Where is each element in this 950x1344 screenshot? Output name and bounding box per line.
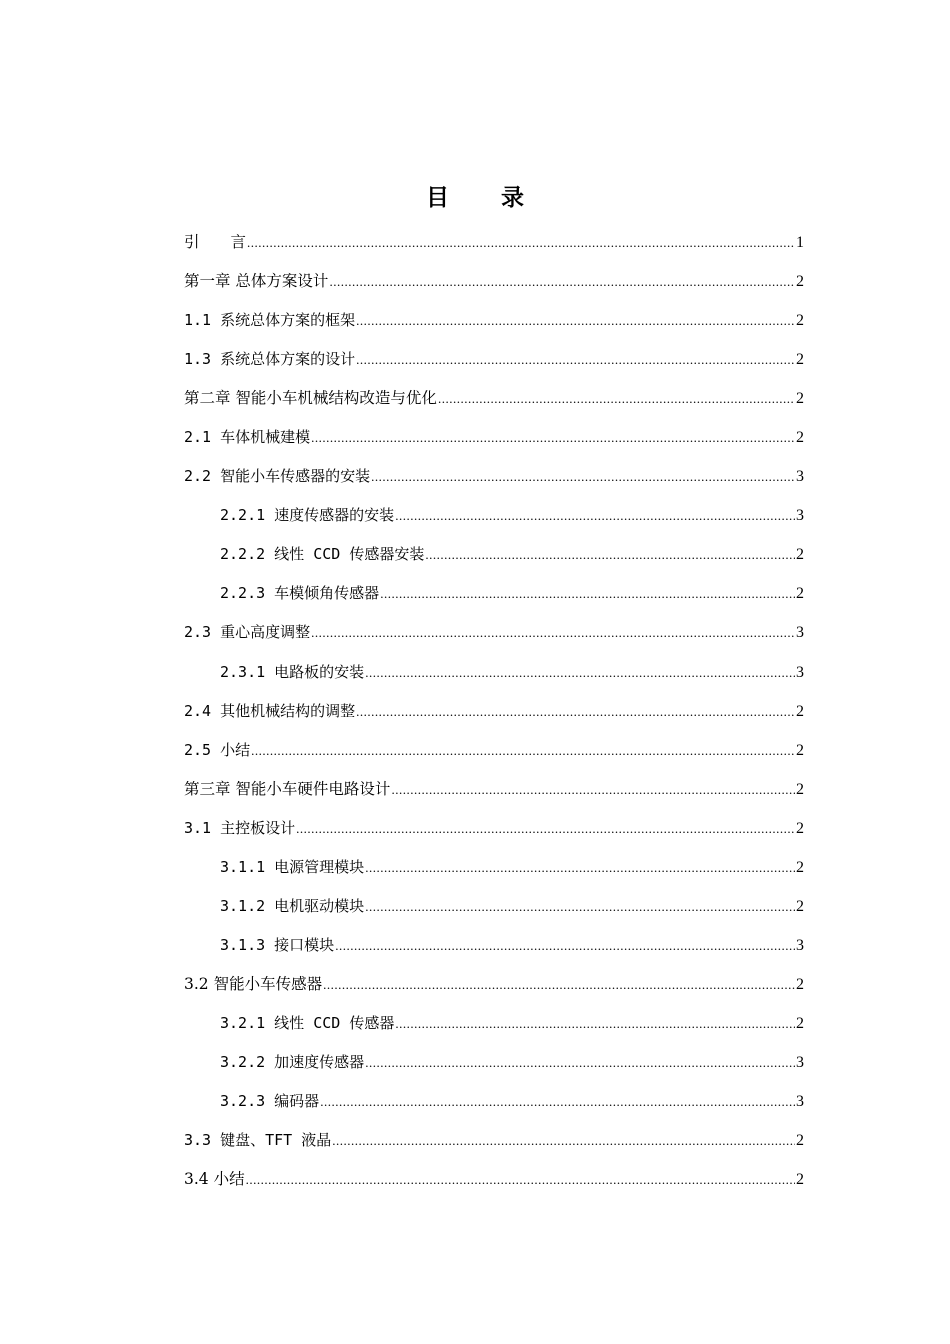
toc-entry-title: 2.2.2 线性 CCD 传感器安装 (220, 545, 425, 564)
toc-page-number: 2 (796, 897, 804, 915)
toc-entry[interactable] (184, 1007, 804, 1046)
toc-entry[interactable] (184, 538, 804, 577)
toc-entry[interactable] (184, 343, 804, 382)
toc-page-number: 2 (796, 390, 804, 408)
toc-page-number: 2 (796, 1132, 804, 1150)
toc-entry-title: 第一章 总体方案设计 (184, 272, 329, 291)
toc-entry[interactable] (184, 929, 804, 968)
toc-entry[interactable] (184, 851, 804, 890)
toc-entry-title: 2.2.1 速度传感器的安装 (220, 506, 395, 525)
toc-entry-title: 1.3 系统总体方案的设计 (184, 350, 356, 369)
toc-entry-title: 3.1.3 接口模块 (220, 935, 335, 954)
toc-page-number: 3 (796, 1093, 804, 1111)
dot-leader (395, 1008, 795, 1040)
toc-entry[interactable] (184, 499, 804, 538)
dot-leader (356, 344, 795, 376)
toc-entry[interactable] (184, 890, 804, 929)
toc-page-number: 2 (796, 429, 804, 447)
toc-page-number: 2 (796, 858, 804, 876)
toc-page-number: 2 (796, 975, 804, 993)
toc-entry[interactable] (184, 616, 804, 655)
toc-entry-title: 2.2.3 车模倾角传感器 (220, 584, 380, 603)
dot-leader (391, 774, 795, 806)
toc-entry-title: 2.5 小结 (184, 740, 251, 759)
toc-entry-title: 3.1 主控板设计 (184, 818, 296, 837)
dot-leader (365, 1047, 795, 1079)
toc-entry[interactable] (184, 577, 804, 616)
toc-page-number: 3 (796, 468, 804, 486)
toc-entry-title: 2.3.1 电路板的安装 (220, 662, 365, 681)
toc-page-number: 2 (796, 546, 804, 564)
dot-leader (311, 422, 795, 454)
dot-leader (371, 461, 795, 493)
dot-leader (311, 617, 795, 649)
toc-entry[interactable] (184, 734, 804, 773)
toc-entry[interactable] (184, 1085, 804, 1124)
toc-entry[interactable] (184, 656, 804, 695)
toc-entry[interactable] (184, 812, 804, 851)
toc-page-number: 3 (796, 507, 804, 525)
toc-entry[interactable] (184, 968, 804, 1007)
dot-leader (329, 266, 795, 298)
dot-leader (425, 539, 795, 571)
toc-entry[interactable] (184, 1046, 804, 1085)
toc-entry[interactable] (184, 421, 804, 460)
toc-list (184, 226, 804, 1202)
dot-leader (365, 891, 795, 923)
toc-entry[interactable] (184, 695, 804, 734)
dot-leader (335, 930, 795, 962)
toc-page-number: 2 (796, 1014, 804, 1032)
toc-page-number: 3 (796, 936, 804, 954)
toc-page-number: 2 (796, 819, 804, 837)
toc-entry-title: 3.2.3 编码器 (220, 1092, 320, 1111)
toc-entry-title: 3.1.1 电源管理模块 (220, 857, 365, 876)
dot-leader (323, 969, 795, 1001)
dot-leader (246, 1164, 795, 1196)
toc-entry[interactable] (184, 1163, 804, 1202)
toc-entry-title: 2.3 重心高度调整 (184, 623, 311, 642)
toc-entry[interactable] (184, 226, 804, 265)
toc-page-number: 2 (796, 312, 804, 330)
toc-entry[interactable] (184, 460, 804, 499)
dot-leader (320, 1086, 795, 1118)
toc-entry[interactable] (184, 1124, 804, 1163)
toc-entry-title: 2.4 其他机械结构的调整 (184, 701, 356, 720)
toc-page-number: 2 (796, 702, 804, 720)
toc-entry-title: 2.2 智能小车传感器的安装 (184, 467, 371, 486)
dot-leader (380, 578, 795, 610)
toc-page-number: 1 (796, 234, 804, 251)
toc-entry[interactable] (184, 304, 804, 343)
dot-leader (251, 735, 795, 767)
toc-page-number: 2 (796, 273, 804, 291)
dot-leader (365, 852, 795, 884)
toc-title: 目 录 (425, 185, 546, 211)
dot-leader (332, 1125, 795, 1157)
toc-entry-title: 第二章 智能小车机械结构改造与优化 (184, 389, 437, 408)
toc-entry-title: 1.1 系统总体方案的框架 (184, 311, 356, 330)
toc-entry-title: 3.2.1 线性 CCD 传感器 (220, 1013, 395, 1032)
toc-page-number: 3 (796, 663, 804, 681)
dot-leader (438, 383, 795, 415)
toc-page-number: 2 (796, 741, 804, 759)
toc-entry-title: 3.1.2 电机驱动模块 (220, 896, 365, 915)
toc-page-number: 2 (796, 585, 804, 603)
dot-leader (356, 696, 795, 728)
dot-leader (395, 500, 795, 532)
toc-entry[interactable] (184, 773, 804, 812)
dot-leader (296, 813, 795, 845)
toc-page-number: 2 (796, 1171, 804, 1189)
toc-entry[interactable] (184, 382, 804, 421)
toc-entry-title: 第三章 智能小车硬件电路设计 (184, 779, 391, 798)
toc-entry[interactable] (184, 265, 804, 304)
toc-page-number: 3 (796, 624, 804, 642)
dot-leader (365, 657, 795, 689)
toc-entry-title: 3.2 智能小车传感器 (184, 974, 323, 993)
toc-entry-title: 2.1 车体机械建模 (184, 428, 311, 447)
toc-entry-title: 3.4 小结 (184, 1170, 245, 1189)
dot-leader (247, 227, 795, 259)
toc-entry-title: 3.3 键盘、TFT 液晶 (184, 1131, 332, 1150)
toc-page-number: 3 (796, 1053, 804, 1071)
toc-entry-title: 3.2.2 加速度传感器 (220, 1052, 365, 1071)
toc-page-number: 2 (796, 780, 804, 798)
dot-leader (356, 305, 795, 337)
toc-entry-title: 引 言 (184, 233, 247, 251)
toc-page-number: 2 (796, 351, 804, 369)
